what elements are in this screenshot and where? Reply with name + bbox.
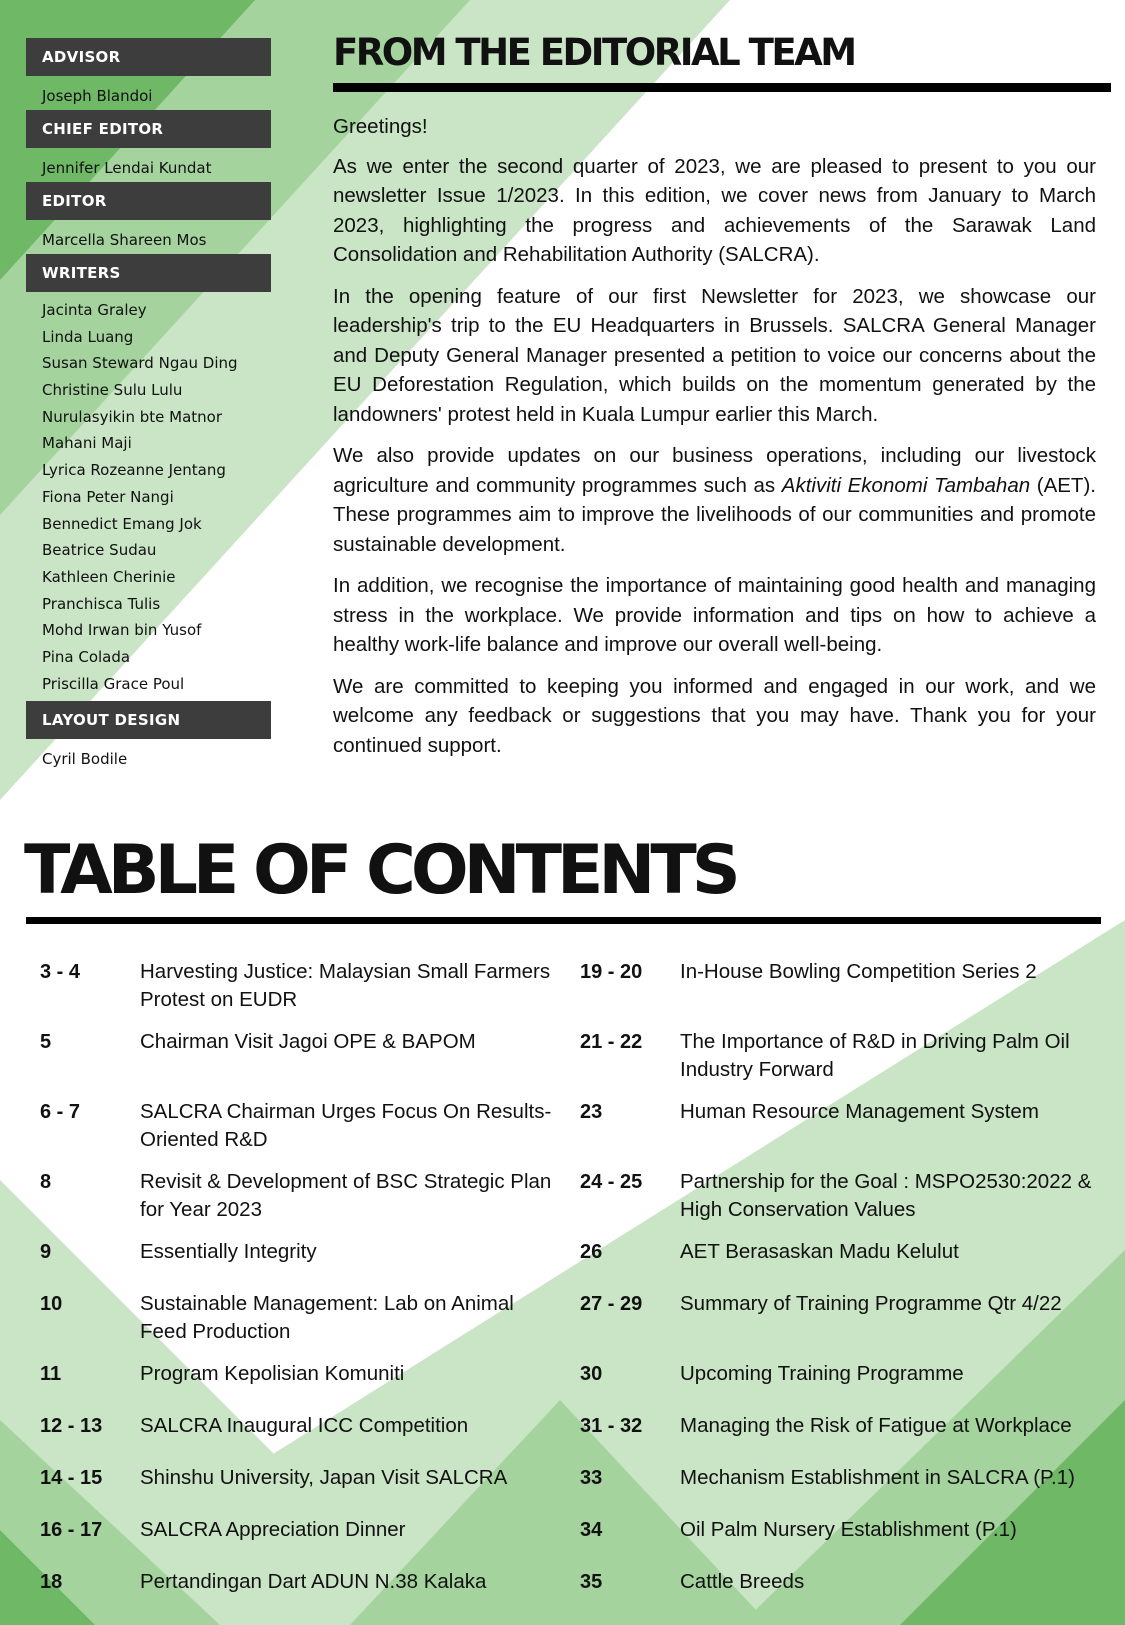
toc-entry[interactable]	[40, 1412, 570, 1464]
credit-name: Mahani Maji	[42, 434, 132, 453]
toc-entry[interactable]	[580, 1464, 1110, 1516]
toc-pages: 3 - 4	[40, 961, 81, 983]
toc-pages: 10	[40, 1293, 63, 1315]
editorial-section	[333, 28, 1111, 772]
toc-entry-title: SALCRA Appreciation Dinner	[140, 1518, 406, 1541]
toc-entry[interactable]	[40, 1464, 570, 1516]
role-header-advisor: ADVISOR	[26, 38, 271, 76]
credit-name: Jacinta Graley	[42, 301, 147, 319]
names-chief-editor	[26, 148, 271, 182]
toc-pages: 26	[580, 1241, 603, 1263]
toc-pages: 12 - 13	[40, 1415, 103, 1437]
credit-name: Fiona Peter Nangi	[42, 487, 174, 506]
credit-name: Mohd Irwan bin Yusof	[42, 621, 202, 640]
credit-name: Christine Sulu Lulu	[42, 381, 183, 400]
credit-name: Kathleen Cherinie	[42, 567, 176, 586]
editorial-paragraph: In addition, we recognise the importance of maintaining good health and managing stress in the workplace. We provide information and tips on how to achieve a healthy work-life balance and improve our overall well-being.	[333, 574, 1096, 656]
toc-pages: 21 - 22	[580, 1031, 643, 1053]
toc-entry-title: Program Kepolisian Komuniti	[140, 1362, 405, 1385]
credit-name: Susan Steward Ngau Ding	[42, 354, 238, 373]
credit-name: Marcella Shareen Mos	[42, 231, 207, 249]
toc-entry[interactable]	[580, 1516, 1110, 1568]
toc-entry-title: AET Berasaskan Madu Kelulut	[680, 1240, 959, 1263]
toc-entry[interactable]	[40, 1290, 570, 1360]
toc-pages: 18	[40, 1571, 63, 1593]
names-advisor	[26, 76, 271, 110]
toc-entry-title: In-House Bowling Competition Series 2	[680, 960, 1037, 983]
credit-name: Joseph Blandoi	[42, 87, 153, 105]
toc-entry[interactable]	[40, 1168, 570, 1238]
toc-entry-title: Sustainable Management: Lab on Animal Feed Production	[140, 1292, 514, 1343]
toc-column-left	[40, 958, 570, 1608]
names-writers	[26, 292, 271, 701]
role-header-editor: EDITOR	[26, 182, 271, 220]
toc-entry[interactable]	[580, 1290, 1110, 1360]
toc-column-right	[580, 958, 1110, 1608]
editorial-greeting: Greetings!	[333, 115, 428, 138]
toc-entry-title: Upcoming Training Programme	[680, 1362, 964, 1385]
toc-pages: 19 - 20	[580, 961, 643, 983]
editorial-title: FROM THE EDITORIAL TEAM	[333, 31, 855, 74]
toc-entry[interactable]	[580, 1168, 1110, 1238]
editorial-body	[333, 112, 1096, 760]
toc-entry[interactable]	[40, 1516, 570, 1568]
credit-name: Bennedict Emang Jok	[42, 514, 202, 533]
toc-entry-title: Managing the Risk of Fatigue at Workplace	[680, 1414, 1072, 1437]
toc-entry-title: Human Resource Management System	[680, 1100, 1039, 1123]
toc-entry-title: SALCRA Inaugural ICC Competition	[140, 1414, 469, 1437]
toc-entry[interactable]	[40, 1568, 570, 1608]
toc-entry[interactable]	[40, 1360, 570, 1412]
toc-pages: 9	[40, 1241, 52, 1263]
credit-name: Pranchisca Tulis	[42, 594, 161, 613]
toc-entry-title: Cattle Breeds	[680, 1570, 805, 1593]
credit-name: Jennifer Lendai Kundat	[42, 159, 212, 177]
toc-entry-title: Pertandingan Dart ADUN N.38 Kalaka	[140, 1570, 487, 1593]
toc-entry-title: Essentially Integrity	[140, 1240, 317, 1263]
toc-pages: 30	[580, 1363, 603, 1385]
toc-pages: 24 - 25	[580, 1171, 643, 1193]
role-header-writers: WRITERS	[26, 254, 271, 292]
toc-pages: 11	[40, 1363, 62, 1385]
credit-name: Lyrica Rozeanne Jentang	[42, 461, 226, 480]
editorial-paragraph: In the opening feature of our first Newsletter for 2023, we showcase our leadership's trip to the EU Headquarters in Brussels. SALCRA General Manager and Deputy General Manager presented a petition to voice our concerns about the EU Deforestation Regulation, which builds on the momentum generated by the landowners' protest held in Kuala Lumpur earlier this March.	[333, 284, 1096, 426]
toc-pages: 8	[40, 1171, 52, 1193]
credit-name: Beatrice Sudau	[42, 541, 157, 560]
toc-entry[interactable]	[580, 1238, 1110, 1290]
toc-entry[interactable]	[580, 1028, 1110, 1098]
toc-pages: 33	[580, 1467, 603, 1489]
toc-entry-title: Oil Palm Nursery Establishment (P.1)	[680, 1518, 1017, 1541]
toc-pages: 14 - 15	[40, 1467, 103, 1489]
toc-entry-title: Chairman Visit Jagoi OPE & BAPOM	[140, 1030, 476, 1053]
credit-name: Cyril Bodile	[42, 750, 128, 769]
role-header-layout-design: LAYOUT DESIGN	[26, 701, 271, 739]
credit-name: Nurulasyikin bte Matnor	[42, 407, 223, 426]
toc-entry-title: Summary of Training Programme Qtr 4/22	[680, 1292, 1062, 1315]
toc-entry[interactable]	[580, 1412, 1110, 1464]
toc-entry-title: Partnership for the Goal : MSPO2530:2022 & High Conservation Values	[680, 1170, 1092, 1221]
editorial-rule	[333, 83, 1111, 92]
editorial-paragraph: As we enter the second quarter of 2023, we are pleased to present to you our newsletter Issue 1/2023. In this edition, we cover news from January to March 2023, highlighting the progress and achievements of the Sarawak Land Consolidation and Rehabilitation Authority (SALCRA).	[333, 154, 1096, 266]
credit-name: Linda Luang	[42, 327, 134, 346]
toc-pages: 16 - 17	[40, 1519, 103, 1541]
names-editor	[26, 220, 271, 254]
role-header-chief-editor: CHIEF EDITOR	[26, 110, 271, 148]
toc-entry[interactable]	[40, 1028, 570, 1098]
toc-pages: 34	[580, 1519, 603, 1541]
toc-entry[interactable]	[580, 958, 1110, 1028]
toc-entry-title: Mechanism Establishment in SALCRA (P.1)	[680, 1466, 1075, 1489]
toc-title: TABLE OF CONTENTS	[24, 831, 736, 910]
toc-pages: 27 - 29	[580, 1293, 643, 1315]
editorial-italic-term: Aktiviti Ekonomi Tambahan	[781, 473, 1031, 497]
toc-entry[interactable]	[580, 1568, 1110, 1608]
toc-entry-title: Harvesting Justice: Malaysian Small Farmers Protest on EUDR	[140, 960, 551, 1011]
toc-pages: 5	[40, 1031, 52, 1053]
toc-pages: 6 - 7	[40, 1101, 81, 1123]
toc-entry-title: SALCRA Chairman Urges Focus On Results-Oriented R&D	[140, 1100, 552, 1151]
toc-entry-title: Shinshu University, Japan Visit SALCRA	[140, 1466, 508, 1489]
toc-pages: 23	[580, 1101, 603, 1123]
toc-entry-title: The Importance of R&D in Driving Palm Oil Industry Forward	[680, 1030, 1070, 1081]
toc-rule	[26, 917, 1101, 924]
toc-pages: 31 - 32	[580, 1415, 643, 1437]
editorial-paragraph: We are committed to keeping you informed and engaged in our work, and we welcome any feedback or suggestions that you may have. Thank you for your continued support.	[333, 674, 1096, 757]
toc-entry[interactable]	[40, 1098, 570, 1168]
names-layout-design	[26, 739, 271, 773]
credit-name: Priscilla Grace Poul	[42, 674, 185, 693]
editorial-paragraph	[333, 441, 1096, 559]
credits-sidebar	[26, 38, 271, 773]
toc-entry[interactable]	[40, 958, 570, 1028]
toc-entry[interactable]	[580, 1360, 1110, 1412]
editorial-text: (AET). These programmes aim to improve the livelihoods of our communities and promote sustainable development.	[333, 473, 1096, 556]
toc-entry-title: Revisit & Development of BSC Strategic Plan for Year 2023	[140, 1170, 552, 1221]
credit-name: Pina Colada	[42, 647, 131, 666]
toc-entry[interactable]	[580, 1098, 1110, 1168]
toc-pages: 35	[580, 1571, 603, 1593]
editorial-text: We also provide updates on our business operations, including our livestock agriculture and community programmes such as	[333, 444, 1096, 497]
toc-entry[interactable]	[40, 1238, 570, 1290]
